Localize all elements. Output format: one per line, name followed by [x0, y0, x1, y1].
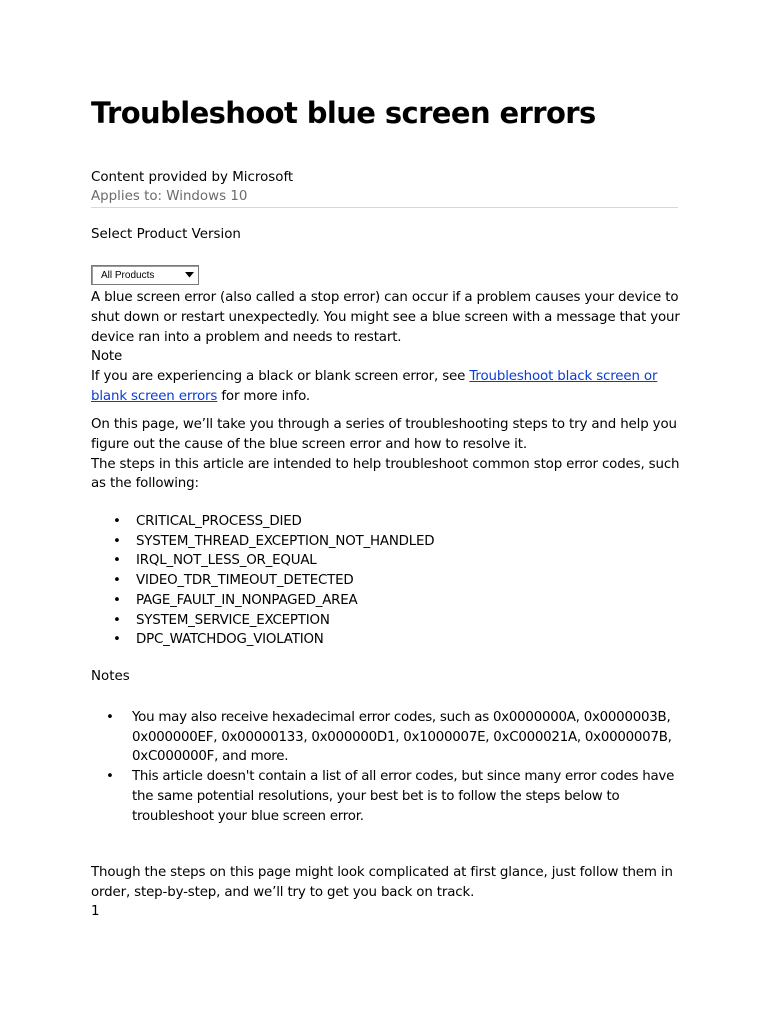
closing-paragraph: Though the steps on this page might look complicated at first glance, just follow them in order, step-by-step, and we’ll try to get you back on track.	[91, 865, 673, 900]
product-version-value: All Products	[101, 269, 155, 281]
error-code: IRQL_NOT_LESS_OR_EQUAL	[136, 553, 317, 569]
list-item	[91, 611, 434, 631]
bullet-icon: •	[106, 769, 114, 785]
content-provider: Content provided by Microsoft	[91, 170, 294, 185]
product-version-label: Select Product Version	[91, 227, 241, 242]
page-number: 1	[91, 904, 100, 919]
bullet-icon: •	[113, 553, 121, 569]
note-text-before: If you are experiencing a black or blank screen error, see	[91, 369, 470, 385]
intro-section	[91, 288, 681, 407]
divider	[91, 207, 678, 208]
bullet-icon: •	[113, 573, 121, 589]
list-item	[91, 571, 434, 591]
list-item	[91, 767, 681, 826]
list-item	[91, 532, 434, 552]
note-item: This article doesn't contain a list of all error codes, but since many error codes have the same potential resolutions, your best bet is to follow the steps below to troubleshoot your blue screen error.	[132, 769, 675, 824]
error-code: SYSTEM_SERVICE_EXCEPTION	[136, 612, 330, 628]
intro-paragraph: A blue screen error (also called a stop error) can occur if a problem causes your device to shut down or restart unexpectedly. You might see a blue screen with a message that your device ran into a problem and needs to restart.	[91, 290, 680, 345]
bullet-icon: •	[106, 710, 114, 725]
list-item	[91, 630, 434, 650]
bullet-icon: •	[113, 612, 121, 628]
error-code: DPC_WATCHDOG_VIOLATION	[136, 632, 324, 648]
list-item	[91, 708, 681, 767]
list-item	[91, 591, 434, 611]
product-version-select[interactable]	[91, 265, 199, 285]
error-code: VIDEO_TDR_TIMEOUT_DETECTED	[136, 573, 354, 589]
error-code: CRITICAL_PROCESS_DIED	[136, 514, 302, 529]
overview-section	[91, 415, 681, 494]
overview-paragraph-1: On this page, we’ll take you through a series of troubleshooting steps to try and help you figure out the cause of the blue screen error and how to resolve it.	[91, 417, 677, 452]
bullet-icon: •	[113, 533, 121, 549]
note-text	[91, 367, 681, 407]
bullet-icon: •	[113, 592, 121, 608]
bullet-icon: •	[113, 514, 121, 529]
black-screen-link[interactable]: Troubleshoot black screen or blank screen errors	[91, 369, 658, 404]
list-item	[91, 512, 434, 532]
overview-paragraph-2: The steps in this article are intended to help troubleshoot common stop error codes, such as the following:	[91, 456, 680, 492]
notes-list	[91, 708, 681, 826]
error-code: PAGE_FAULT_IN_NONPAGED_AREA	[136, 592, 358, 608]
error-code: SYSTEM_THREAD_EXCEPTION_NOT_HANDLED	[136, 533, 435, 549]
bullet-icon: •	[113, 632, 121, 648]
list-item	[91, 551, 434, 571]
note-label: Note	[91, 349, 123, 365]
note-item: You may also receive hexadecimal error codes, such as 0x0000000A, 0x0000003B, 0x000000EF, 0x00000133, 0x000000D1, 0x1000007E, 0xC000021A, 0x0000007B, 0xC000000F, and more.	[132, 710, 672, 765]
chevron-down-icon	[182, 266, 196, 284]
page-title: Troubleshoot blue screen errors	[91, 96, 596, 130]
error-code-list	[91, 512, 434, 650]
note-text-after: for more info.	[217, 388, 311, 404]
notes-heading: Notes	[91, 669, 130, 684]
applies-to: Applies to: Windows 10	[91, 189, 248, 204]
